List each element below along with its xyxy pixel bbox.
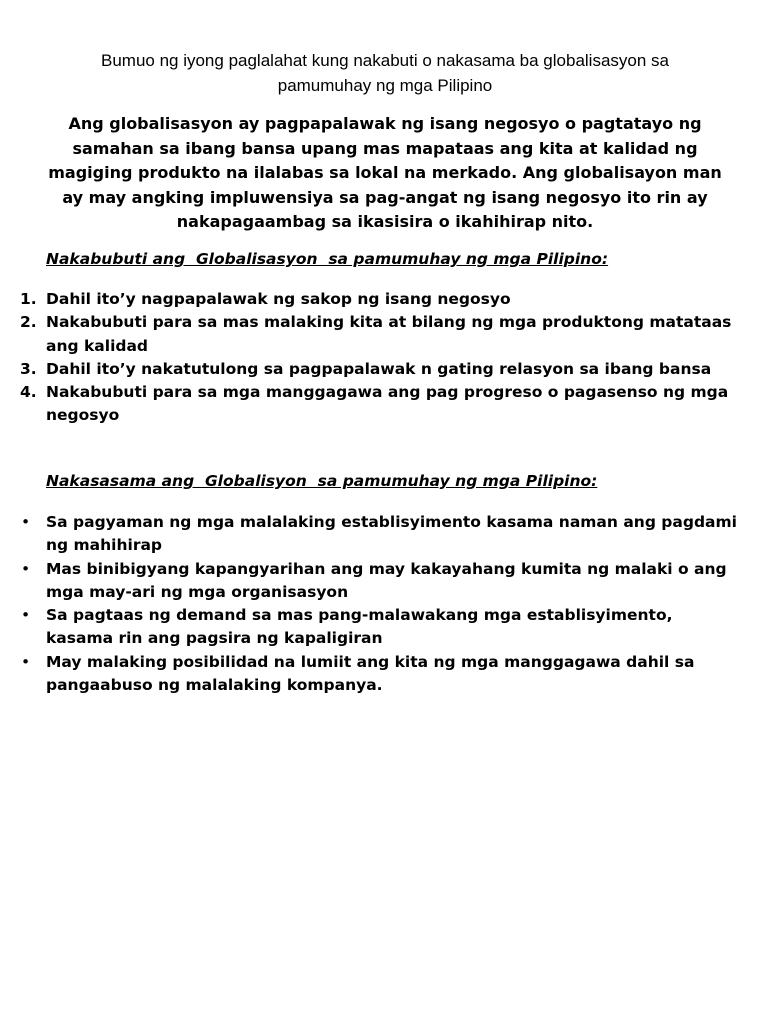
list-item: [20, 381, 740, 428]
list-number: 4.: [20, 383, 37, 402]
list-item-text: Nakabubuti para sa mga manggagawa ang pag progreso o pagasenso ng mga negosyo: [46, 383, 729, 425]
list-item-text: Mas binibigyang kapangyarihan ang may kakayahang kumita ng malaki o ang mga may-ari ng mga organisasyon: [46, 559, 727, 601]
bullet-icon: •: [21, 606, 31, 625]
good-section-heading: Nakabubuti ang Globalisasyon sa pamumuhay ng mga Pilipino:: [46, 250, 609, 268]
good-effects-list: [20, 288, 740, 428]
list-item: [20, 358, 740, 381]
bullet-icon: •: [21, 652, 31, 671]
list-item: [20, 651, 740, 698]
list-item: [20, 558, 740, 605]
list-item: [20, 288, 740, 311]
list-item: [20, 511, 740, 558]
list-item-text: Nakabubuti para sa mas malaking kita at bilang ng mga produktong matataas ang kalidad: [46, 313, 732, 355]
list-number: 1.: [20, 290, 37, 308]
list-item: [20, 604, 740, 651]
intro-paragraph: Ang globalisasyon ay pagpapalawak ng isang negosyo o pagtatayo ng samahan sa ibang bansa upang mas mapataas ang kita at kalidad ng magiging produkto na ilalabas sa lokal na merkado. Ang globalisayon man ay may angking impluwensiya sa pag-angat ng isang negosyo ito rin ay nakapagaambag sa ikasisira o ikahihirap nito.: [48, 114, 722, 231]
list-item-text: Dahil ito’y nakatutulong sa pagpapalawak n gating relasyon sa ibang bansa: [46, 359, 712, 378]
list-item-text: Sa pagtaas ng demand sa mas pang-malawakang mga establisyimento, kasama rin ang pagsira ng kapaligiran: [46, 606, 673, 648]
bad-section-heading: Nakasasama ang Globalisyon sa pamumuhay ng mga Pilipino:: [46, 472, 598, 490]
bullet-icon: •: [21, 559, 31, 578]
list-number: 2.: [20, 313, 37, 332]
list-item-text: Sa pagyaman ng mga malalaking establisyimento kasama naman ang pagdami ng mahihirap: [46, 513, 737, 555]
bullet-icon: •: [21, 513, 31, 531]
list-item: [20, 311, 740, 358]
list-number: 3.: [20, 359, 37, 378]
bad-effects-list: [20, 511, 740, 697]
prompt-text: Bumuo ng iyong paglalahat kung nakabuti o nakasama ba globalisasyon sa pamumuhay ng mga Pilipino: [100, 51, 669, 95]
list-item-text: Dahil ito’y nagpapalawak ng sakop ng isang negosyo: [46, 290, 511, 308]
list-item-text: May malaking posibilidad na lumiit ang kita ng mga manggagawa dahil sa pangaabuso ng malalaking kompanya.: [46, 652, 695, 695]
